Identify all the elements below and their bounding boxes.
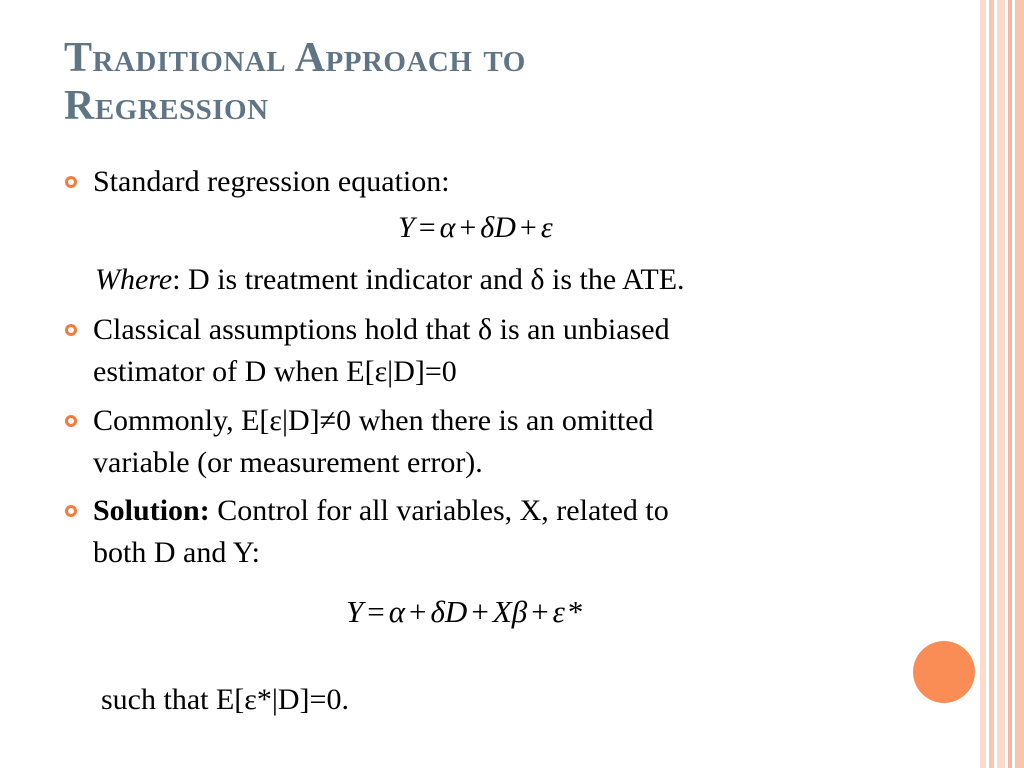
eq2-alpha: α <box>388 594 406 629</box>
bullet-4-line-2: both D and Y: <box>93 536 260 569</box>
equation-2 <box>346 592 583 632</box>
bullet-icon <box>65 415 77 427</box>
eq2-plus-2: + <box>471 594 489 629</box>
bullet-3-line-1: Commonly, E[ε|D]≠0 when there is an omitted <box>93 404 654 437</box>
decorative-stripes <box>980 0 1024 768</box>
eq2-x-beta: Xβ <box>492 594 528 629</box>
eq2-equals: = <box>367 594 385 629</box>
where-line <box>95 259 895 301</box>
eq1-plus-2: + <box>519 211 537 244</box>
eq2-plus-3: + <box>531 594 549 629</box>
equation-1 <box>398 208 553 248</box>
eq2-plus-1: + <box>409 594 427 629</box>
eq1-plus-1: + <box>459 211 477 244</box>
bullet-4-line-1 <box>93 490 893 532</box>
bullet-icon <box>65 505 77 517</box>
eq2-epsilon: ε <box>552 594 565 629</box>
decorative-circle <box>913 641 975 703</box>
bullet-4-line-1-rest: Control for all variables, X, related to <box>209 494 669 527</box>
such-that-line: such that E[ε*|D]=0. <box>101 683 349 716</box>
eq1-equals: = <box>418 211 436 244</box>
stripe-3 <box>997 0 1005 768</box>
bullet-2-line-2: estimator of D when E[ε|D]=0 <box>93 355 457 388</box>
stripe-2 <box>989 0 994 768</box>
slide-title-line-2: Regression <box>64 83 269 129</box>
stripe-4 <box>1008 0 1012 768</box>
eq1-delta-d: δD <box>480 211 516 244</box>
eq1-y: Y <box>398 211 415 244</box>
stripe-1 <box>980 0 986 768</box>
bullet-1-text: Standard regression equation: <box>93 165 450 198</box>
eq1-alpha: α <box>439 211 456 244</box>
slide-title-line-1: Traditional Approach to <box>64 35 526 81</box>
eq2-star: * <box>567 594 584 629</box>
eq2-delta-d: δD <box>430 594 468 629</box>
stripe-5 <box>1015 0 1024 768</box>
where-rest: : D is treatment indicator and δ is the ATE. <box>172 263 685 296</box>
solution-label: Solution: <box>93 494 210 527</box>
bullet-icon <box>65 176 77 188</box>
slide-title <box>64 34 924 130</box>
eq2-y: Y <box>346 594 364 629</box>
bullet-icon <box>65 324 77 336</box>
eq1-epsilon: ε <box>540 211 553 244</box>
bullet-2-line-1: Classical assumptions hold that δ is an unbiased <box>93 313 670 346</box>
where-label: Where <box>95 263 173 296</box>
bullet-3-line-2: variable (or measurement error). <box>93 446 483 479</box>
